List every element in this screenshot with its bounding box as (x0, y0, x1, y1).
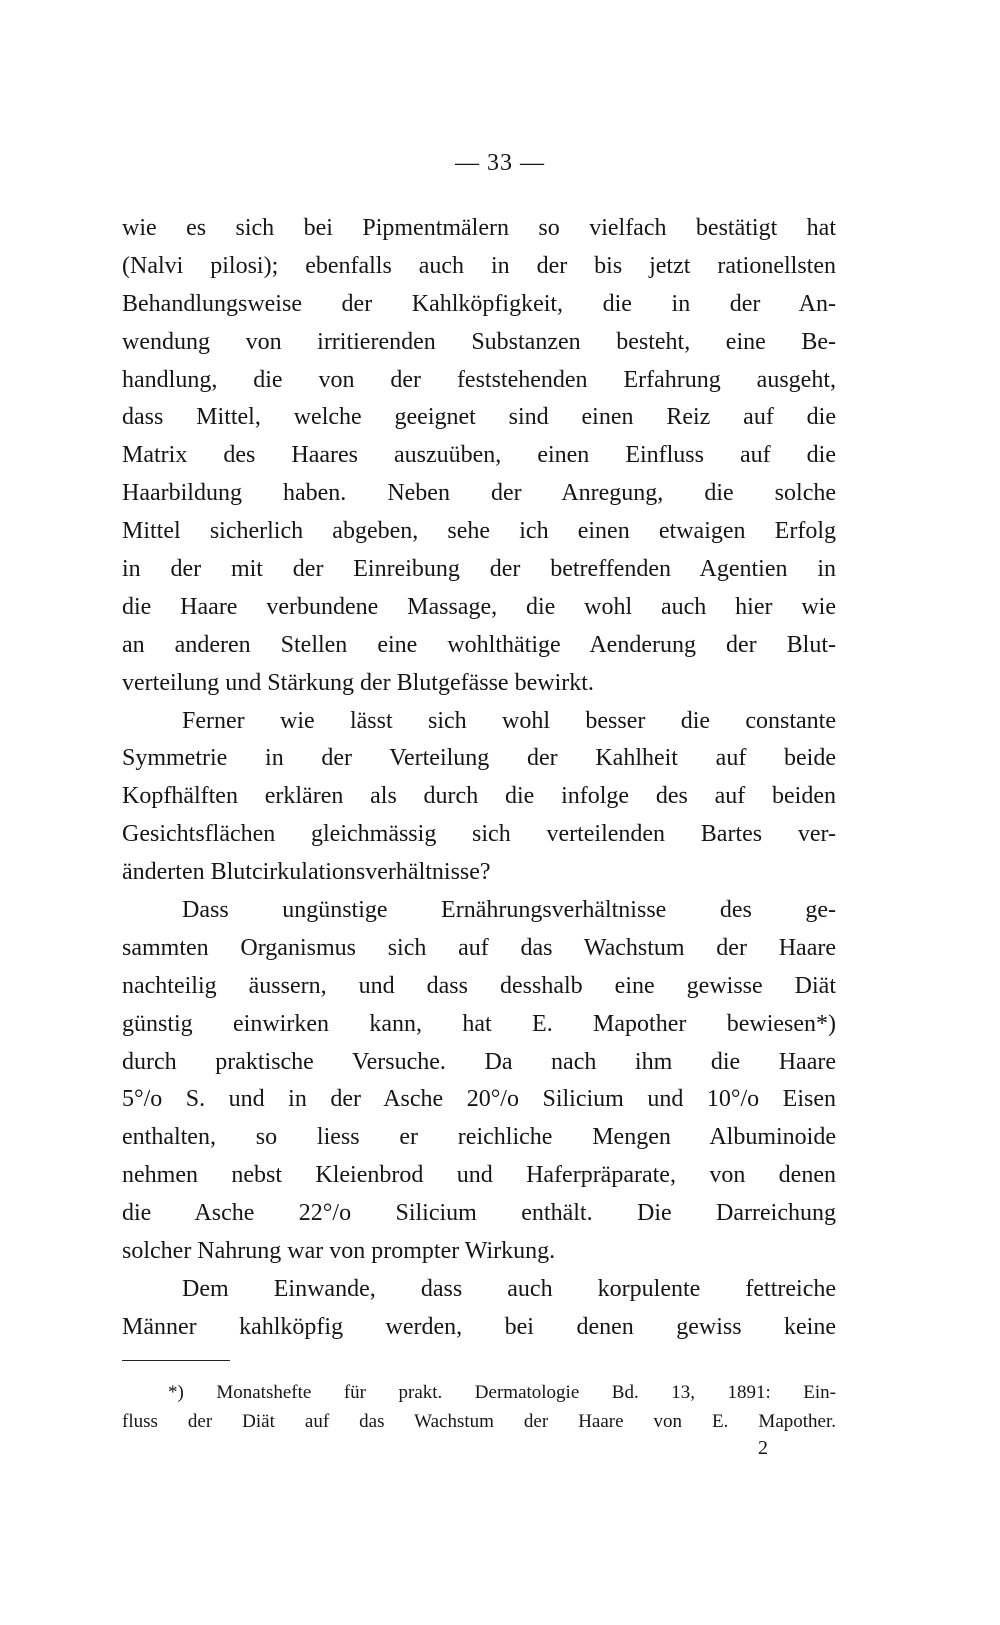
footnote (122, 1378, 836, 1436)
text-line: die Asche 22°/o Silicium enthält. Die Darreichung (122, 1200, 836, 1227)
text-line: Männer kahlköpfig werden, bei denen gewiss keine (122, 1313, 836, 1340)
footnote-line: *) Monatshefte für prakt. Dermatologie Bd. 13, 1891: Ein- (168, 1382, 836, 1403)
page-number: — 33 — (455, 150, 545, 176)
text-line: solcher Nahrung war von prompter Wirkung. (122, 1238, 556, 1265)
text-line: handlung, die von der feststehenden Erfahrung ausgeht, (122, 366, 836, 393)
text-line: dass Mittel, welche geeignet sind einen Reiz auf die (122, 404, 836, 431)
text-line: Symmetrie in der Verteilung der Kahlheit auf beide (122, 745, 836, 772)
text-line: an anderen Stellen eine wohlthätige Aenderung der Blut- (122, 631, 836, 658)
footnote-line: fluss der Diät auf das Wachstum der Haare von E. Mapother. (122, 1411, 836, 1432)
footnote-rule (122, 1360, 230, 1361)
text-line: (Nalvi pilosi); ebenfalls auch in der bis jetzt rationellsten (122, 252, 836, 279)
paragraph-start-line: Dass ungünstige Ernährungsverhältnisse des ge- (182, 897, 836, 924)
text-line: Mittel sicherlich abgeben, sehe ich einen etwaigen Erfolg (122, 518, 836, 545)
text-line: günstig einwirken kann, hat E. Mapother bewiesen*) (122, 1010, 836, 1037)
text-line: nehmen nebst Kleienbrod und Haferpräparate, von denen (122, 1162, 836, 1189)
text-line: Gesichtsflächen gleichmässig sich verteilenden Bartes ver- (122, 821, 836, 848)
text-line: Matrix des Haares auszuüben, einen Einfluss auf die (122, 442, 836, 469)
paragraph-start-line: Ferner wie lässt sich wohl besser die constante (182, 707, 836, 734)
text-line: wie es sich bei Pipmentmälern so vielfach bestätigt hat (122, 215, 836, 241)
text-line: Behandlungsweise der Kahlköpfigkeit, die in der An- (122, 290, 836, 317)
text-line: in der mit der Einreibung der betreffenden Agentien in (122, 556, 836, 583)
text-line: sammten Organismus sich auf das Wachstum der Haare (122, 934, 836, 961)
text-line: die Haare verbundene Massage, die wohl auch hier wie (122, 593, 836, 620)
text-line: verteilung und Stärkung der Blutgefässe bewirkt. (122, 669, 594, 696)
body-text (122, 210, 836, 1347)
text-line: Kopfhälften erklären als durch die infolge des auf beiden (122, 783, 836, 810)
text-line: durch praktische Versuche. Da nach ihm die Haare (122, 1048, 836, 1075)
signature-mark: 2 (758, 1437, 768, 1459)
text-line: wendung von irritierenden Substanzen besteht, eine Be- (122, 328, 836, 355)
text-line: 5°/o S. und in der Asche 20°/o Silicium und 10°/o Eisen (122, 1086, 836, 1113)
text-line: änderten Blutcirkulationsverhältnisse? (122, 859, 491, 886)
text-line: nachteilig äussern, und dass desshalb eine gewisse Diät (122, 972, 836, 999)
text-line: enthalten, so liess er reichliche Mengen Albuminoide (122, 1124, 836, 1151)
paragraph-start-line: Dem Einwande, dass auch korpulente fettreiche (182, 1275, 836, 1302)
text-line: Haarbildung haben. Neben der Anregung, die solche (122, 480, 836, 507)
